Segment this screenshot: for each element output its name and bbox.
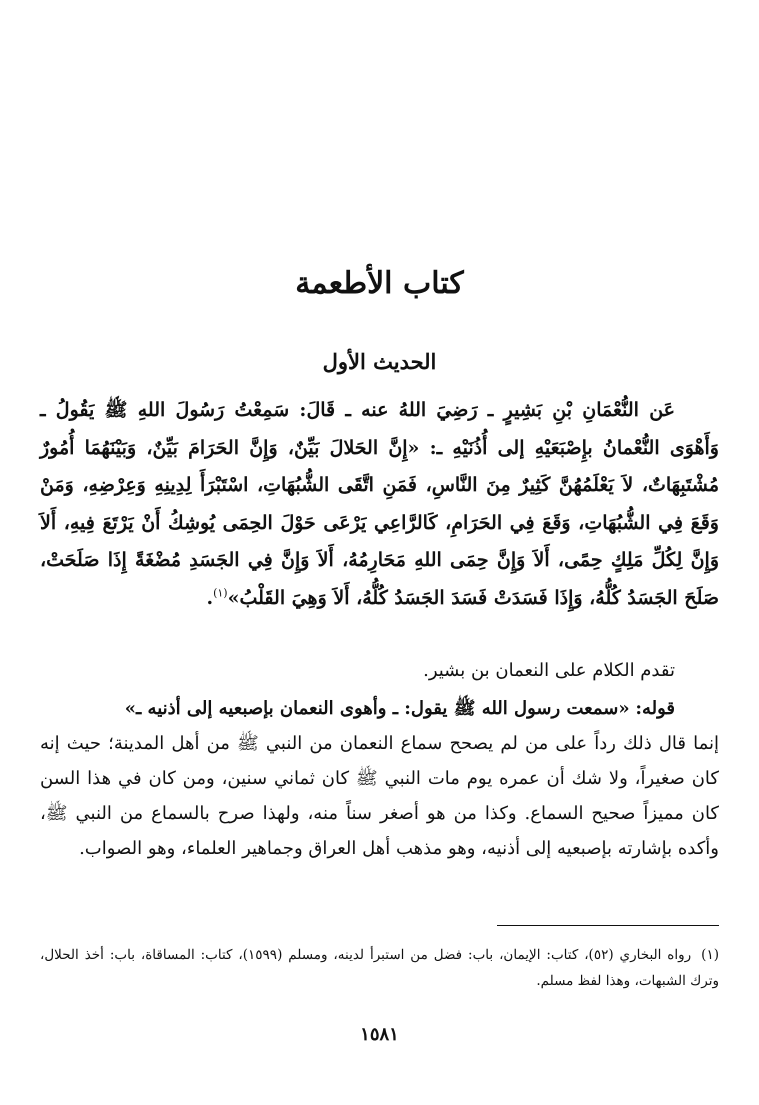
page-number: ١٥٨١ xyxy=(360,1024,399,1045)
footnote-paragraph xyxy=(40,942,719,994)
footnote-text: رواه البخاري (٥٢)، كتاب: الإيمان، باب: فضل من استبرأ لدينه، ومسلم (١٥٩٩)، كتاب: المساقاة، باب: أخذ الحلال، وترك الشبهات، وهذا لفظ مسلم. xyxy=(40,947,719,989)
commentary-quote-line xyxy=(40,691,719,726)
hadith-body: عَن النُّعْمَانِ بْنِ بَشِيرٍ ـ رَضِيَ اللهُ عنه ـ قَالَ: سَمِعْتُ رَسُولَ اللهِ ﷺ يَقُولُ ـ وَأَهْوَى النُّعْمانُ بإِصْبَعَيْهِ إلى أُذُنَيْهِ ـ: «إِنَّ الحَلالَ بَيِّنٌ، وَإِنَّ الحَرَامَ بَيِّنٌ، وَبَيْنَهُمَا أُمُورٌ مُشْتَبِهَاتٌ، لاَ يَعْلَمُهُنَّ كَثِيرٌ مِنَ النَّاسِ، فَمَنِ اتَّقَى الشُّبُهَاتِ، اسْتَبْرَأَ لِدِينِهِ وَعِرْضِهِ، وَمَنْ وَقَعَ فِي الشُّبُهَاتِ، وَقَعَ فِي الحَرَامِ، كَالرَّاعِي يَرْعَى حَوْلَ الحِمَى يُوشِكُ أَنْ يَرْتَعَ فِيهِ، أَلاَ وَإِنَّ لِكُلِّ مَلِكٍ حِمًى، أَلاَ وَإِنَّ حِمَى اللهِ مَحَارِمُهُ، أَلاَ وَإِنَّ فِي الجَسَدِ مُضْغَةً إِذَا صَلَحَتْ، صَلَحَ الجَسَدُ كُلُّهُ، وَإِذَا فَسَدَتْ فَسَدَ الجَسَدُ كُلُّهُ، أَلاَ وَهِيَ القَلْبُ» xyxy=(40,399,719,609)
quote-text: «سمعت رسول الله ﷺ يقول: ـ وأهوى النعمان بإصبعيه إلى أذنيه ـ» xyxy=(124,698,630,719)
hadith-end-punctuation: . xyxy=(206,586,214,609)
book-page xyxy=(40,0,719,1105)
hadith-heading: الحديث الأول xyxy=(322,349,437,374)
commentary-body: إنما قال ذلك رداً على من لم يصحح سماع النعمان من النبي ﷺ من أهل المدينة؛ حيث إنه كان صغيراً، ولا شك أن عمره يوم مات النبي ﷺ كان ثماني سنين، ومن كان في هذا السن كان مميزاً صحيح السماع. وكذا من هو أصغر سناً منه، ولهذا صرح بالسماع من النبي ﷺ، وأكده بإشارته بإصبعيه إلى أذنيه، وهو مذهب أهل العراق وجماهير العلماء، وهو الصواب. xyxy=(40,733,719,859)
footnote-mark: (١) xyxy=(701,947,719,963)
quote-lead: قوله: xyxy=(635,698,675,719)
chapter-title: كتاب الأطعمة xyxy=(295,266,464,301)
commentary xyxy=(40,653,719,866)
hadith-text xyxy=(40,392,719,617)
footnote xyxy=(40,942,719,994)
footnote-reference[interactable]: (١) xyxy=(213,586,228,600)
commentary-intro: تقدم الكلام على النعمان بن بشير. xyxy=(423,660,675,681)
hadith-paragraph xyxy=(40,392,719,617)
footnote-divider xyxy=(497,925,719,926)
